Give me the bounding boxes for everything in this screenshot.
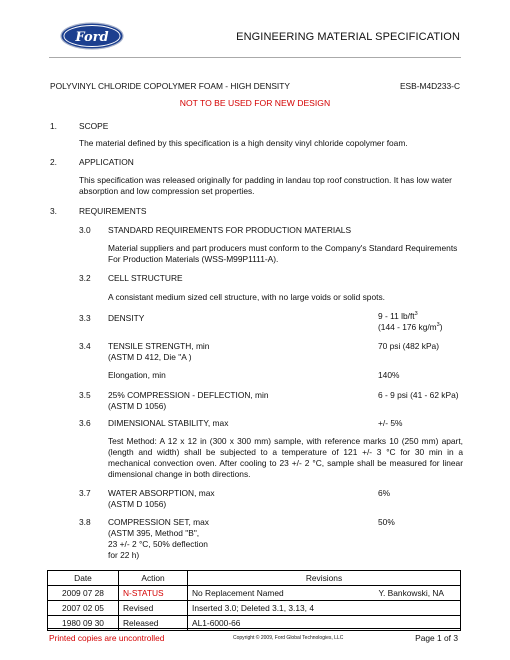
req-body: A consistant medium sized cell structure, with no large voids or solid spots.: [108, 292, 385, 302]
req-number: 3.0: [79, 225, 91, 235]
document-header-title: ENGINEERING MATERIAL SPECIFICATION: [236, 31, 460, 43]
req-method: (ASTM D 1056): [108, 499, 167, 509]
req-value: +/- 5%: [378, 418, 403, 428]
req-title: COMPRESSION SET, max: [108, 517, 209, 527]
req-title: DIMENSIONAL STABILITY, max: [108, 418, 229, 428]
req-title: WATER ABSORPTION, max: [108, 488, 215, 498]
req-body: Material suppliers and part producers must conform to the Company's Standard Requirements For Production Materials (WSS-M99P1111-A).: [108, 243, 458, 264]
section-title-requirements: REQUIREMENTS: [79, 206, 147, 216]
req-number: 3.5: [79, 390, 91, 400]
req-number: 3.7: [79, 488, 91, 498]
status-note: NOT TO BE USED FOR NEW DESIGN: [179, 98, 331, 108]
revision-text: Inserted 3.0; Deleted 3.1, 3.13, 4: [188, 601, 461, 616]
req-method: (ASTM D 1056): [108, 401, 167, 411]
test-method-body: Test Method: A 12 x 12 in (300 x 300 mm) sample, with reference marks 10 (250 mm) apart, (length and width) shall be subjected to a temperature of 121 +/- 3 °C for 30 min in a mechanical convection oven. After cooling to 23 +/- 2 °C, sample shall be measured for linear dimensional change in both directions.: [108, 436, 463, 479]
req-number: 3.6: [79, 418, 91, 428]
req-value: 6 - 9 psi (41 - 62 kPa): [378, 390, 459, 400]
req-number: 3.8: [79, 517, 91, 527]
req-title: TENSILE STRENGTH, min: [108, 341, 210, 351]
scope-body: The material defined by this specification is a high density vinyl chloride copolymer foam.: [79, 138, 408, 148]
req-value: 6%: [378, 488, 391, 498]
table-row: [48, 616, 461, 631]
revision-author: Y. Bankowski, NA: [378, 588, 444, 598]
req-number: 3.2: [79, 273, 91, 283]
revision-date: 2009 07 28: [48, 586, 119, 601]
elongation-label: Elongation, min: [108, 370, 166, 380]
footer-uncontrolled-note: Printed copies are uncontrolled: [49, 633, 165, 643]
req-value: (144 - 176 $kg/m^3$): [378, 322, 443, 332]
revision-date: 2007 02 05: [48, 601, 119, 616]
header-divider: [49, 57, 461, 58]
column-header-revisions: Revisions: [188, 571, 461, 586]
req-value: 9 - 11 $lb/ft^3$: [378, 311, 418, 321]
revision-action: Revised: [119, 601, 188, 616]
revisions-table: [47, 570, 461, 631]
req-method: for 22 h): [108, 550, 140, 560]
req-method: (ASTM D 412, Die "A ): [108, 352, 192, 362]
revision-text: AL1-6000-66: [188, 616, 461, 631]
req-method: 23 +/- 2 °C, 50% deflection: [108, 539, 208, 549]
revision-text: No Replacement Named Y. Bankowski, NA: [188, 586, 461, 601]
column-header-date: Date: [48, 571, 119, 586]
section-number: 2.: [50, 157, 57, 167]
spec-name: POLYVINYL CHLORIDE COPOLYMER FOAM - HIGH DENSITY: [50, 81, 290, 91]
footer-copyright: Copyright © 2009, Ford Global Technologies, LLC: [233, 635, 344, 641]
req-title: DENSITY: [108, 313, 145, 323]
req-value: 70 psi (482 kPa): [378, 341, 439, 351]
section-number: 3.: [50, 206, 57, 216]
application-body: This specification was released originally for padding in landau top roof construction. It has low water absorption and low compression set properties.: [79, 175, 452, 196]
revision-action: Released: [119, 616, 188, 631]
spec-number: ESB-M4D233-C: [399, 81, 460, 91]
logo-text: Ford: [75, 30, 109, 45]
req-method: (ASTM 395, Method "B",: [108, 528, 200, 538]
section-number: 1.: [50, 121, 57, 131]
section-title-scope: SCOPE: [79, 121, 109, 131]
req-title: 25% COMPRESSION - DEFLECTION, min: [108, 390, 269, 400]
table-header-row: [48, 571, 461, 586]
table-row: [48, 586, 461, 601]
req-title: CELL STRUCTURE: [108, 273, 183, 283]
req-value: 50%: [378, 517, 395, 527]
revision-date: 1980 09 30: [48, 616, 119, 631]
page-number: Page 1 of 3: [415, 633, 458, 643]
req-title: STANDARD REQUIREMENTS FOR PRODUCTION MATERIALS: [108, 225, 352, 235]
revision-action: N-STATUS: [119, 586, 188, 601]
req-number: 3.4: [79, 341, 91, 351]
column-header-action: Action: [119, 571, 188, 586]
section-title-application: APPLICATION: [79, 157, 134, 167]
req-number: 3.3: [79, 313, 91, 323]
ford-logo: [60, 22, 124, 50]
table-row: [48, 601, 461, 616]
elongation-value: 140%: [378, 370, 400, 380]
